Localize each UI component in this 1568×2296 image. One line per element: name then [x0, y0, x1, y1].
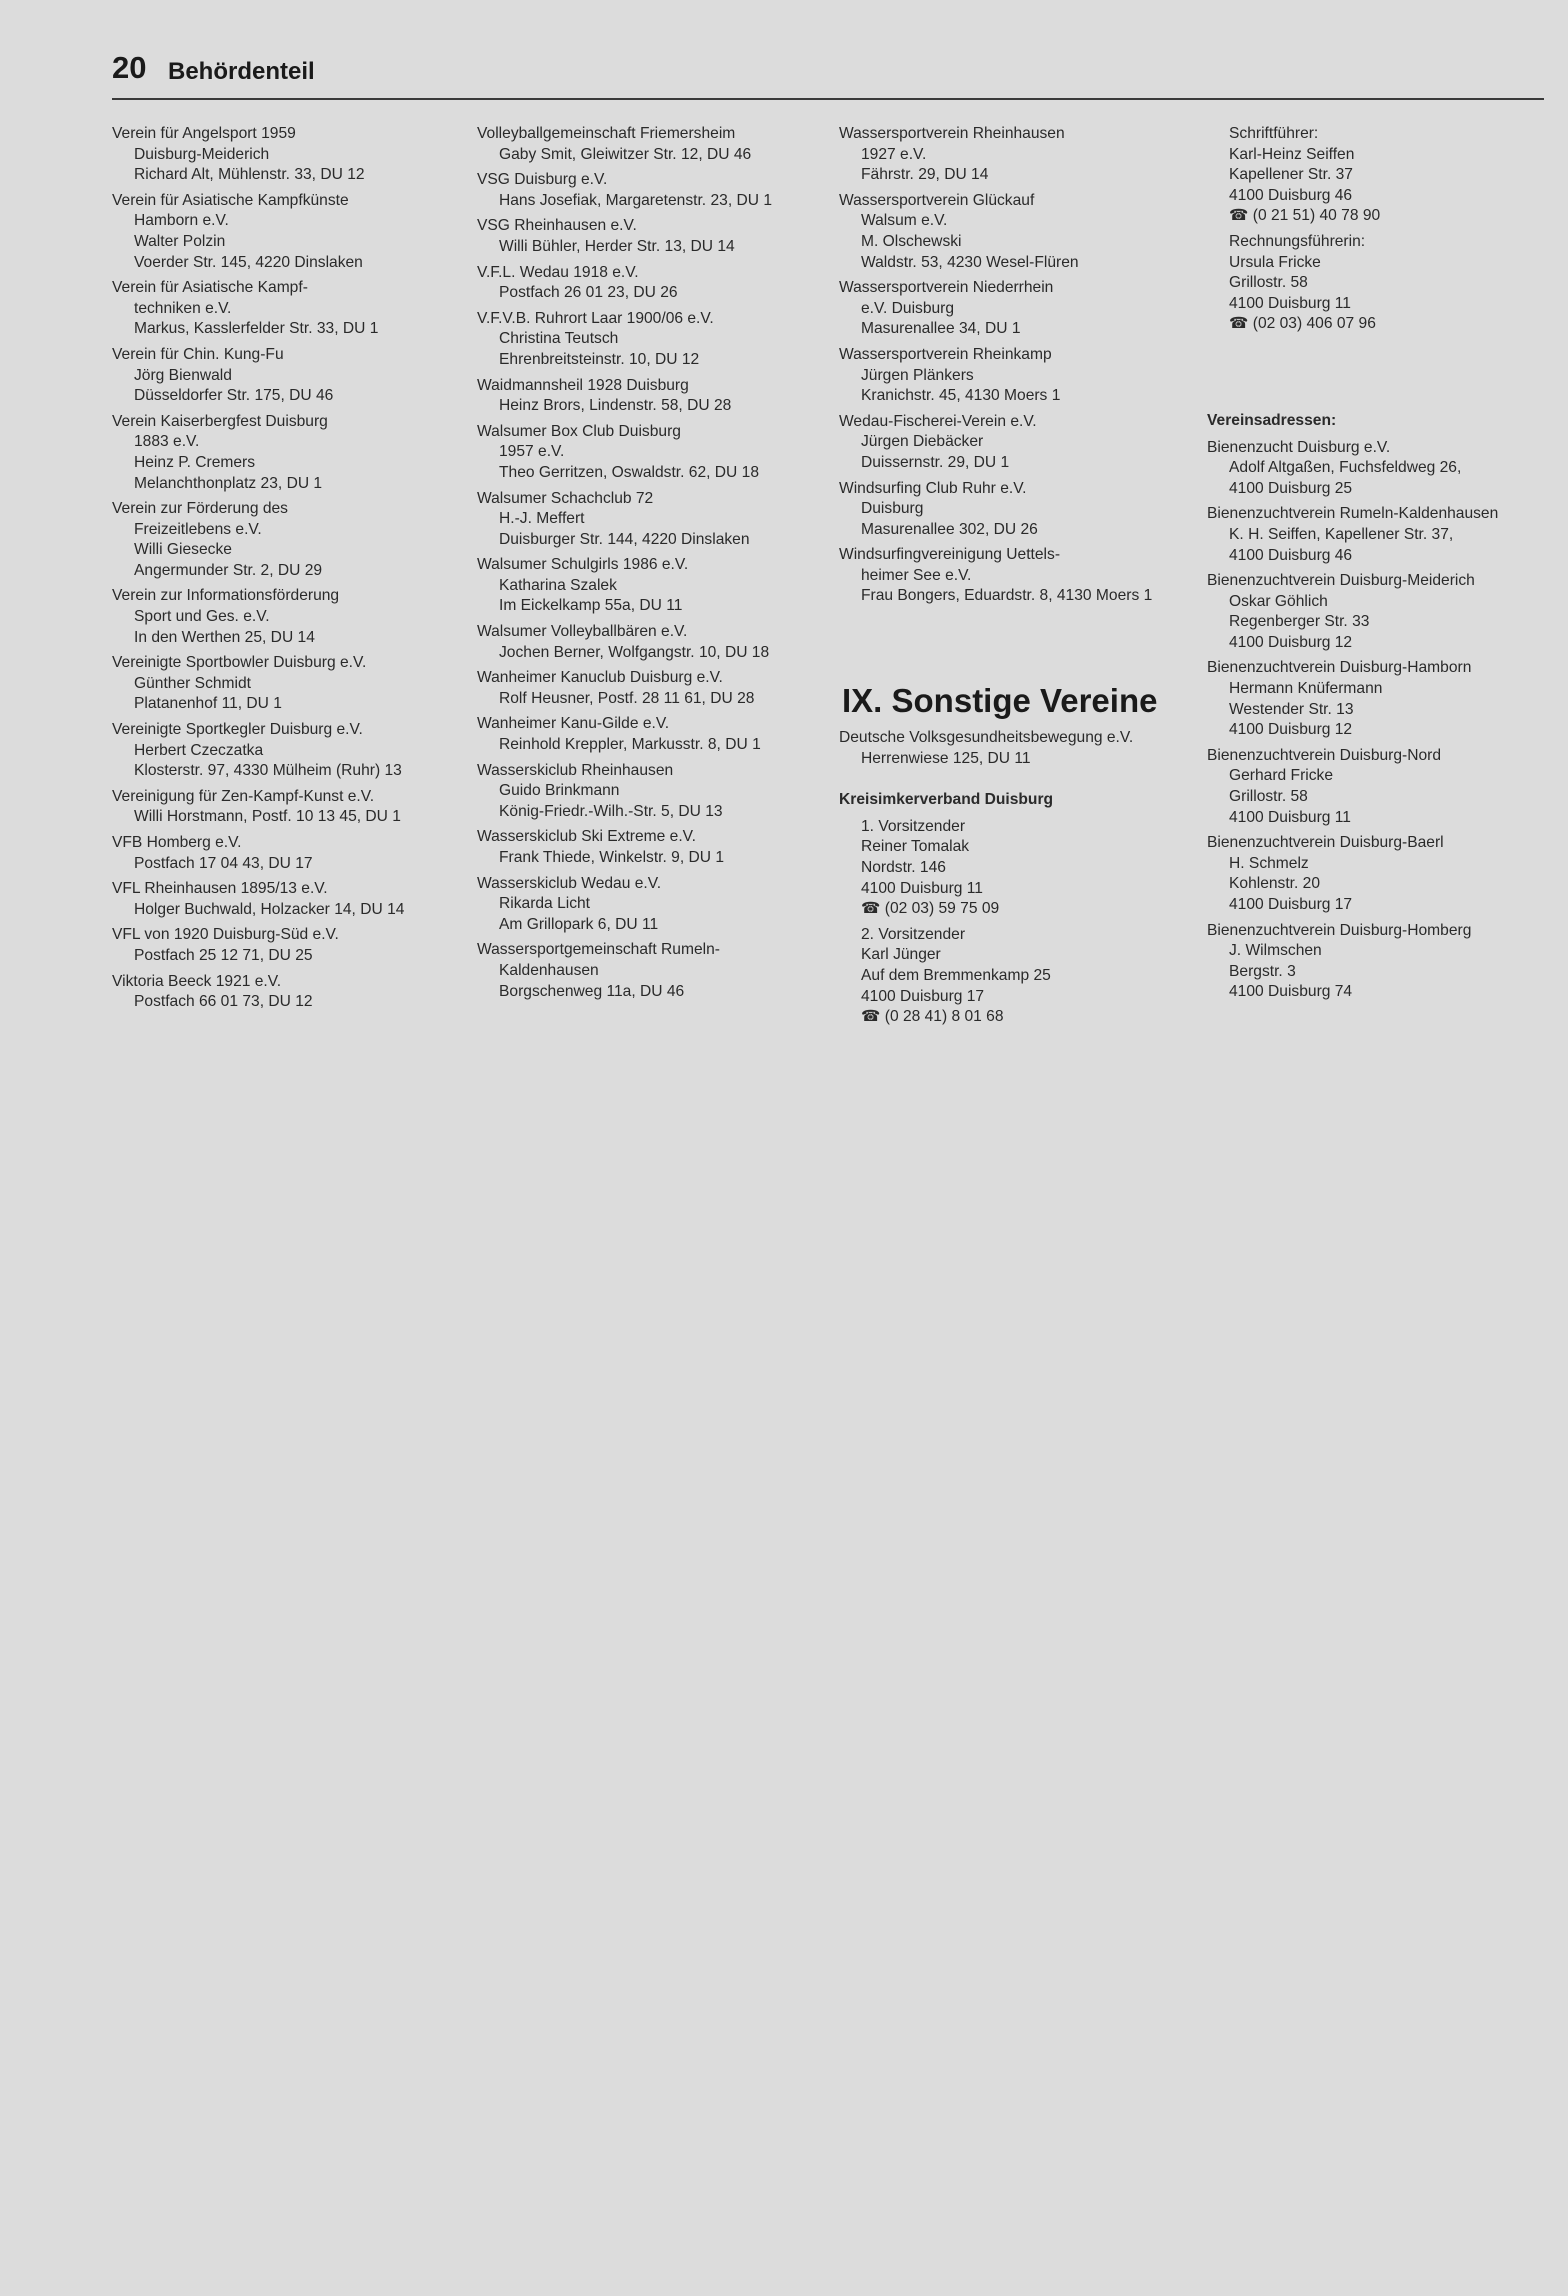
directory-entry [112, 278, 452, 340]
directory-entry [112, 787, 452, 828]
directory-entry-line: Postfach 26 01 23, DU 26 [499, 284, 678, 302]
directory-entry-line: 4100 Duisburg 17 [1229, 896, 1353, 913]
directory-entry-line: Guido Brinkmann [499, 782, 620, 800]
directory-entry-line: Jürgen Diebäcker [861, 433, 984, 451]
directory-entry-title: V.F.L. Wedau 1918 e.V. [477, 263, 639, 281]
directory-entry-title: Verein zur Informationsförderung [112, 587, 340, 605]
directory-entry-line: Willi Giesecke [134, 541, 232, 559]
directory-entry-line: Christina Teutsch [499, 330, 619, 348]
officer-block-line: 4100 Duisburg 11 [1229, 294, 1351, 312]
directory-entry [1207, 658, 1547, 740]
directory-entry-line: Heinz P. Cremers [134, 453, 256, 471]
directory-entry-line: Grillostr. 58 [1229, 788, 1308, 806]
officer-block-line: ☎ (02 03) 59 75 09 [861, 900, 1000, 918]
directory-entry-line: Düsseldorfer Str. 175, DU 46 [134, 387, 334, 405]
directory-entry [477, 170, 817, 211]
directory-entry-line: Sport und Ges. e.V. [134, 608, 270, 626]
directory-entry-title: Bienenzucht Duisburg e.V. [1207, 438, 1391, 456]
officer-block-line: Karl-Heinz Seiffen [1229, 145, 1355, 163]
column-4-entries [1207, 438, 1547, 1003]
directory-entry-line: Markus, Kasslerfelder Str. 33, DU 1 [134, 320, 379, 338]
directory-entry-title: VSG Rheinhausen e.V. [477, 217, 637, 235]
directory-entry-line: Oskar Göhlich [1229, 592, 1328, 610]
directory-entry-title: Walsumer Volleyballbären e.V. [477, 623, 688, 641]
directory-entry-line: K. H. Seiffen, Kapellener Str. 37, [1229, 525, 1454, 543]
directory-entry-line: Voerder Str. 145, 4220 Dinslaken [134, 253, 363, 271]
directory-entry-title: Wasserskiclub Rheinhausen [477, 761, 674, 779]
directory-entry-line: Walsum e.V. [861, 212, 948, 230]
officer-block-title: Rechnungsführerin: [1229, 232, 1366, 250]
directory-entry-title: Verein für Chin. Kung-Fu [112, 345, 284, 363]
directory-entry-line: Rikarda Licht [499, 895, 591, 913]
directory-entry-line: Katharina Szalek [499, 576, 617, 594]
directory-entry-title: VFL von 1920 Duisburg-Süd e.V. [112, 926, 339, 944]
directory-entry-line: Hamborn e.V. [134, 212, 229, 230]
directory-entry [477, 489, 817, 551]
officer-block-line: Auf dem Bremmenkamp 25 [861, 967, 1051, 984]
subsection-blocks [839, 817, 1209, 1028]
directory-entry-line: Duisburg-Meiderich [134, 145, 270, 163]
directory-entry-line: H. Schmelz [1229, 854, 1309, 872]
directory-entry [1207, 504, 1547, 566]
directory-entry [839, 479, 1209, 541]
directory-entry-line: Postfach 66 01 73, DU 12 [134, 993, 313, 1011]
directory-entry [477, 714, 817, 755]
directory-entry-title: Verein für Asiatische Kampf- [112, 279, 308, 297]
directory-entry-title: VFL Rheinhausen 1895/13 e.V. [112, 880, 328, 898]
directory-entry-title: Wasserskiclub Wedau e.V. [477, 874, 662, 892]
directory-entry [112, 191, 452, 273]
officer-block [839, 925, 1209, 1028]
subsection-heading: Kreisimkerverband Duisburg [839, 791, 1054, 809]
directory-entry-line: 4100 Duisburg 12 [1229, 633, 1353, 651]
officer-block-line: Grillostr. 58 [1229, 274, 1308, 292]
directory-entry [839, 728, 1209, 769]
directory-entry [112, 720, 452, 782]
directory-entry-line: Regenberger Str. 33 [1229, 613, 1370, 631]
directory-entry-line: 4100 Duisburg 11 [1229, 808, 1351, 826]
directory-entry-line: Bergstr. 3 [1229, 962, 1296, 980]
directory-entry [112, 499, 452, 581]
officer-block-title: 2. Vorsitzender [861, 925, 966, 943]
column-4 [1207, 124, 1547, 1008]
officer-block-line: 4100 Duisburg 17 [861, 987, 985, 1005]
officer-block-line: Reiner Tomalak [861, 838, 970, 856]
directory-entry [477, 761, 817, 823]
column-3-entries [839, 124, 1209, 607]
directory-entry-line: Masurenallee 302, DU 26 [861, 520, 1038, 538]
directory-entry-title: Volleyballgemeinschaft Friemersheim [477, 125, 736, 142]
officer-block-line: ☎ (0 21 51) 40 78 90 [1229, 207, 1381, 225]
directory-entry-title: Waidmannsheil 1928 Duisburg [477, 376, 689, 394]
directory-entry [1207, 921, 1547, 1003]
officer-block-title: Schriftführer: [1229, 125, 1319, 142]
directory-entry-title: Bienenzuchtverein Duisburg-Baerl [1207, 834, 1444, 852]
directory-entry [839, 345, 1209, 407]
officer-block-line: ☎ (02 03) 406 07 96 [1229, 315, 1376, 333]
directory-entry-title: Walsumer Box Club Duisburg [477, 422, 681, 440]
column-3 [839, 124, 1209, 1033]
directory-entry [477, 263, 817, 304]
column-2 [477, 124, 817, 1007]
directory-entry [839, 545, 1209, 607]
directory-entry-title: Wedau-Fischerei-Verein e.V. [839, 412, 1037, 430]
directory-entry-title: Wanheimer Kanu-Gilde e.V. [477, 715, 670, 733]
directory-entry-line: Hans Josefiak, Margaretenstr. 23, DU 1 [499, 191, 773, 209]
directory-entry-line: Frank Thiede, Winkelstr. 9, DU 1 [499, 849, 725, 866]
officer-block-title: 1. Vorsitzender [861, 817, 966, 835]
directory-entry [839, 412, 1209, 474]
officer-block-line: Nordstr. 146 [861, 859, 946, 877]
page-number: 20 [112, 50, 147, 85]
directory-entry-line: Masurenallee 34, DU 1 [861, 320, 1021, 338]
directory-entry-line: Holger Buchwald, Holzacker 14, DU 14 [134, 900, 405, 918]
directory-entry-line: Duisburger Str. 144, 4220 Dinslaken [499, 530, 750, 548]
directory-entry-line: Theo Gerritzen, Oswaldstr. 62, DU 18 [499, 463, 759, 481]
directory-entry-line: Jochen Berner, Wolfgangstr. 10, DU 18 [499, 643, 770, 661]
directory-entry-line: 1957 e.V. [499, 443, 565, 461]
directory-entry [112, 925, 452, 966]
directory-entry-title: Verein für Asiatische Kampfkünste [112, 191, 349, 209]
directory-entry-line: 4100 Duisburg 74 [1229, 983, 1353, 1001]
directory-entry-line: Heinz Brors, Lindenstr. 58, DU 28 [499, 397, 732, 415]
directory-entry [112, 972, 452, 1013]
directory-entry-title: Walsumer Schulgirls 1986 e.V. [477, 556, 689, 574]
directory-entry-title: V.F.V.B. Ruhrort Laar 1900/06 e.V. [477, 309, 714, 327]
officer-block [1207, 232, 1547, 335]
directory-entry-line: 1927 e.V. [861, 145, 927, 163]
directory-entry-line: Adolf Altgaßen, Fuchsfeldweg 26, [1229, 459, 1462, 477]
directory-entry-line: Günther Schmidt [134, 674, 252, 692]
directory-entry-line: Ehrenbreitsteinstr. 10, DU 12 [499, 350, 700, 368]
directory-entry-line: Westender Str. 13 [1229, 700, 1354, 718]
directory-entry [1207, 571, 1547, 653]
directory-entry-title: Vereinigte Sportbowler Duisburg e.V. [112, 654, 367, 672]
directory-entry-line: Gaby Smit, Gleiwitzer Str. 12, DU 46 [499, 145, 752, 163]
directory-entry-title: Verein für Angelsport 1959 [112, 125, 296, 142]
directory-entry [477, 622, 817, 663]
directory-entry [112, 879, 452, 920]
column-1 [112, 124, 452, 1018]
directory-entry-title: Vereinigte Sportkegler Duisburg e.V. [112, 721, 363, 739]
directory-entry-title: Wassersportgemeinschaft Rumeln- [477, 941, 720, 959]
directory-entry-title: Wassersportverein Glückauf [839, 191, 1035, 209]
directory-entry-line: Duisburg [861, 500, 924, 518]
directory-entry-line: Borgschenweg 11a, DU 46 [499, 982, 685, 1000]
directory-entry-line: König-Friedr.-Wilh.-Str. 5, DU 13 [499, 802, 723, 820]
directory-entry [477, 668, 817, 709]
directory-entry-title: Bienenzuchtverein Duisburg-Nord [1207, 746, 1442, 764]
directory-entry-line: Kranichstr. 45, 4130 Moers 1 [861, 387, 1061, 405]
directory-entry-title: Verein Kaiserbergfest Duisburg [112, 412, 328, 430]
directory-entry-title: Verein zur Förderung des [112, 500, 288, 518]
directory-entry [112, 345, 452, 407]
directory-entry-line: heimer See e.V. [861, 566, 972, 584]
directory-entry [477, 216, 817, 257]
directory-entry-title: Vereinigung für Zen-Kampf-Kunst e.V. [112, 787, 375, 805]
directory-entry-title: Windsurfingvereinigung Uettels- [839, 546, 1061, 564]
directory-entry-line: Duissernstr. 29, DU 1 [861, 453, 1010, 471]
directory-entry-line: Freizeitlebens e.V. [134, 520, 262, 538]
directory-entry-line: techniken e.V. [134, 299, 232, 317]
directory-entry-line: 4100 Duisburg 25 [1229, 479, 1353, 497]
officer-block-line: Ursula Fricke [1229, 253, 1321, 271]
officer-block-line: ☎ (0 28 41) 8 01 68 [861, 1008, 1004, 1026]
directory-entry [477, 376, 817, 417]
officer-block-line: Kapellener Str. 37 [1229, 166, 1353, 184]
directory-entry [477, 422, 817, 484]
directory-entry-title: Wassersportverein Niederrhein [839, 279, 1054, 297]
directory-entry-line: J. Wilmschen [1229, 942, 1322, 960]
directory-entry-title: Bienenzuchtverein Duisburg-Meiderich [1207, 572, 1475, 590]
directory-entry [477, 874, 817, 936]
directory-entry-line: Melanchthonplatz 23, DU 1 [134, 474, 323, 492]
directory-entry [112, 833, 452, 874]
directory-entry-title: Viktoria Beeck 1921 e.V. [112, 972, 282, 990]
directory-entry-line: Kaldenhausen [499, 961, 599, 979]
directory-entry-line: Postfach 25 12 71, DU 25 [134, 946, 313, 964]
directory-entry-line: Hermann Knüfermann [1229, 680, 1383, 698]
directory-entry-line: Waldstr. 53, 4230 Wesel-Flüren [861, 253, 1079, 271]
directory-entry-line: Platanenhof 11, DU 1 [134, 695, 282, 713]
directory-entry-line: Klosterstr. 97, 4330 Mülheim (Ruhr) 13 [134, 762, 402, 780]
directory-entry-line: Rolf Heusner, Postf. 28 11 61, DU 28 [499, 689, 755, 707]
officer-block-line: 4100 Duisburg 11 [861, 879, 983, 897]
officer-block [1207, 124, 1547, 227]
directory-entry [1207, 746, 1547, 828]
directory-entry [839, 191, 1209, 273]
directory-entry-title: Wanheimer Kanuclub Duisburg e.V. [477, 669, 723, 687]
directory-entry-title: Wassersportverein Rheinkamp [839, 345, 1052, 363]
directory-entry [1207, 833, 1547, 915]
directory-entry-line: Jürgen Plänkers [861, 366, 974, 384]
officer-block-line: Karl Jünger [861, 946, 941, 964]
directory-entry-line: Herrenwiese 125, DU 11 [861, 749, 1031, 767]
directory-entry-title: Bienenzuchtverein Rumeln-Kaldenhausen [1207, 505, 1499, 523]
directory-entry-line: Angermunder Str. 2, DU 29 [134, 561, 323, 579]
directory-entry [112, 586, 452, 648]
directory-entry [839, 124, 1209, 186]
directory-entry-line: Frau Bongers, Eduardstr. 8, 4130 Moers 1 [861, 587, 1153, 605]
directory-entry [477, 827, 817, 868]
officer-block [839, 817, 1209, 920]
officer-block-line: 4100 Duisburg 46 [1229, 186, 1353, 204]
directory-entry [839, 278, 1209, 340]
directory-entry-title: Deutsche Volksgesundheitsbewegung e.V. [839, 729, 1134, 747]
directory-entry-line: Im Eickelkamp 55a, DU 11 [499, 597, 683, 615]
directory-entry-line: Kohlenstr. 20 [1229, 875, 1321, 893]
directory-entry-line: Fährstr. 29, DU 14 [861, 166, 989, 184]
directory-entry-line: Walter Polzin [134, 232, 226, 250]
directory-entry-title: Bienenzuchtverein Duisburg-Hamborn [1207, 659, 1472, 677]
chapter-entries [839, 728, 1209, 769]
directory-entry-line: Gerhard Fricke [1229, 767, 1333, 785]
directory-entry-title: Wasserskiclub Ski Extreme e.V. [477, 828, 696, 846]
directory-entry-title: Bienenzuchtverein Duisburg-Homberg [1207, 921, 1472, 939]
addresses-heading: Vereinsadressen: [1207, 411, 1337, 429]
directory-entry-line: 1883 e.V. [134, 433, 200, 451]
directory-entry [112, 124, 452, 186]
directory-entry-line: 4100 Duisburg 12 [1229, 721, 1353, 739]
directory-entry-line: Willi Bühler, Herder Str. 13, DU 14 [499, 237, 735, 255]
directory-entry-line: Herbert Czeczatka [134, 741, 264, 759]
directory-entry-title: Wassersportverein Rheinhausen [839, 125, 1065, 142]
directory-entry-title: VSG Duisburg e.V. [477, 171, 608, 189]
directory-entry-line: Richard Alt, Mühlenstr. 33, DU 12 [134, 166, 365, 184]
directory-entry-title: Windsurfing Club Ruhr e.V. [839, 479, 1027, 497]
directory-entry-line: M. Olschewski [861, 232, 962, 250]
directory-entry-line: 4100 Duisburg 46 [1229, 546, 1353, 564]
directory-entry [112, 653, 452, 715]
directory-entry-line: e.V. Duisburg [861, 299, 955, 317]
directory-entry-title: VFB Homberg e.V. [112, 834, 242, 851]
directory-entry-line: Postfach 17 04 43, DU 17 [134, 854, 313, 872]
page-header [112, 48, 1544, 100]
directory-entry [112, 412, 452, 494]
directory-entry-title: Walsumer Schachclub 72 [477, 489, 654, 507]
directory-entry [477, 940, 817, 1002]
directory-entry-line: In den Werthen 25, DU 14 [134, 628, 315, 646]
directory-entry-line: H.-J. Meffert [499, 510, 585, 528]
directory-entry [1207, 438, 1547, 500]
directory-entry-line: Reinhold Kreppler, Markusstr. 8, DU 1 [499, 736, 761, 754]
directory-entry [477, 124, 817, 165]
chapter-title: IX. Sonstige Vereine [842, 682, 1158, 720]
directory-entry [477, 309, 817, 371]
section-title: Behördenteil [168, 58, 315, 85]
directory-entry [477, 555, 817, 617]
directory-entry-line: Jörg Bienwald [134, 366, 232, 384]
officer-blocks [1207, 124, 1547, 335]
directory-entry-line: Willi Horstmann, Postf. 10 13 45, DU 1 [134, 808, 401, 826]
directory-entry-line: Am Grillopark 6, DU 11 [499, 915, 659, 933]
